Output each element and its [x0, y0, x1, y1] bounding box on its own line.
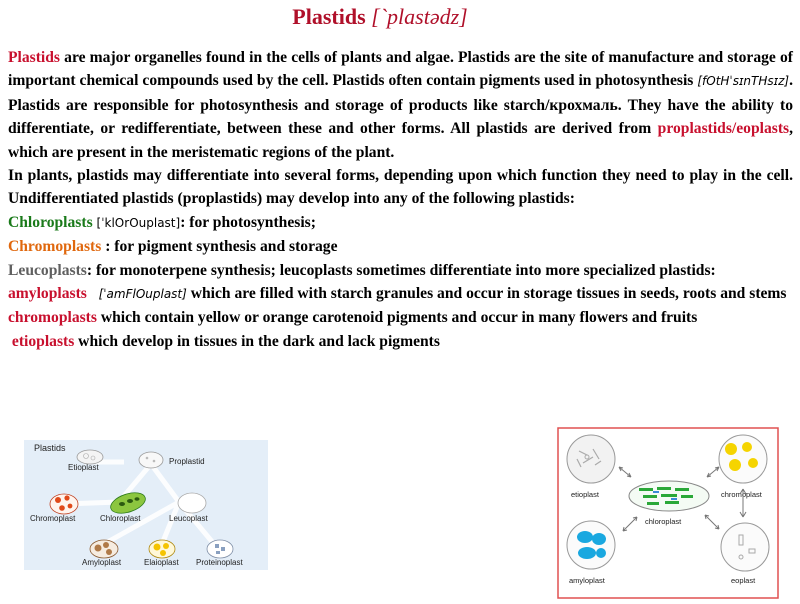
term-amyloplasts: amyloplasts — [8, 285, 87, 303]
leucoplast-shape — [178, 493, 206, 513]
text-leucoplasts: : for monoterpene synthesis; leucoplasts sometimes differentiate into more specialized plastids: — [86, 261, 716, 279]
item-leucoplasts — [8, 259, 793, 282]
diagram2-label-amyloplast: amyloplast — [569, 576, 605, 585]
intro-text-b: . Plastids are responsible for photosynthesis and storage of products like starch/крохмаль. They have the ability to differentiate, or redifferentiate, between these and other forms. All plastids are derived from — [8, 72, 793, 138]
item-chromoplasts-2 — [8, 306, 793, 329]
ipa-photosynthesis: [fOtHˈsɪnTHsɪz] — [697, 74, 790, 89]
diagram2-label-chromoplast: chromoplast — [721, 490, 762, 499]
diagram1-label-elaioplast: Elaioplast — [144, 558, 179, 567]
page-title — [0, 4, 760, 30]
amyloplast-shape — [90, 540, 118, 558]
proplastid-shape — [139, 452, 163, 468]
diagram1-label-proteinoplast: Proteinoplast — [196, 558, 243, 567]
text-etioplasts: which develop in tissues in the dark and lack pigments — [74, 332, 440, 350]
term-proplastids: proplastids/eoplasts — [657, 120, 790, 138]
term-leucoplasts: Leucoplasts — [8, 261, 87, 279]
body-text — [8, 46, 793, 353]
elaioplast-shape — [149, 540, 175, 558]
diagram2-label-etioplast: etioplast — [571, 490, 599, 499]
item-chloroplasts — [8, 211, 793, 235]
chromoplast-shape — [50, 494, 78, 514]
term-plastids: Plastids — [8, 49, 60, 66]
text-chloroplasts: : for photosynthesis; — [180, 213, 316, 231]
ipa-amyloplast: [ˈamFlOuplast] — [98, 287, 187, 302]
text-amyloplasts: which are filled with starch granules and occur in storage tissues in seeds, roots and stems — [186, 285, 787, 303]
title-word: Plastids — [292, 4, 366, 29]
term-etioplasts: etioplasts — [11, 332, 75, 350]
amyloplast-cell — [567, 521, 615, 569]
ipa-chloroplast: [ˈklOrOuplast] — [96, 215, 181, 230]
diagram1-label-chromoplast: Chromoplast — [30, 514, 76, 523]
diagram1-label-amyloplast: Amyloplast — [82, 558, 122, 567]
item-amyloplasts — [8, 282, 793, 306]
intro-text-a: are major organelles found in the cells of plants and algae. Plastids are the site of manufacture and storage of important chemical compounds used by the cell. Plastids often contain pigments used in photosynthesis — [8, 49, 793, 90]
title-pronunciation: [`plastədz] — [371, 4, 468, 29]
etioplast-cell — [567, 435, 615, 483]
plastid-differentiation-diagram — [24, 440, 268, 570]
term-chromoplasts-2: chromoplasts — [8, 309, 97, 327]
diagram1-label-etioplast: Etioplast — [68, 463, 99, 472]
diagram1-label-leucoplast: Leucoplast — [169, 514, 208, 523]
eoplast-cell — [721, 523, 769, 571]
paragraph-intro — [8, 46, 793, 164]
text-chromoplasts-2: which contain yellow or orange carotenoid pigments and occur in many flowers and fruits — [96, 309, 698, 327]
term-chloroplasts: Chloroplasts — [8, 213, 93, 231]
plastid-interconversion-diagram — [557, 427, 779, 599]
diagram2-label-chloroplast: chloroplast — [645, 517, 682, 526]
item-chromoplasts — [8, 235, 793, 258]
chloroplast-cell — [629, 481, 709, 511]
term-chromoplasts: Chromoplasts — [8, 238, 102, 256]
proteinoplast-shape — [207, 540, 233, 558]
chromoplast-cell — [719, 435, 767, 483]
text-chromoplasts: : for pigment synthesis and storage — [101, 238, 338, 256]
diagram1-heading: Plastids — [34, 443, 66, 453]
diagram2-label-eoplast: eoplast — [731, 576, 756, 585]
item-etioplasts — [8, 330, 793, 353]
paragraph-differentiation: In plants, plastids may differentiate into several forms, depending upon which function they need to play in the cell. Undifferentiated plastids (proplastids) may develop into any of the following plastids: — [8, 167, 793, 208]
intro-text-c: , which are present in the meristematic regions of the plant. — [8, 120, 793, 161]
diagram1-label-chloroplast: Chloroplast — [100, 514, 141, 523]
diagram1-label-proplastid: Proplastid — [169, 457, 205, 466]
etioplast-shape — [77, 450, 103, 464]
